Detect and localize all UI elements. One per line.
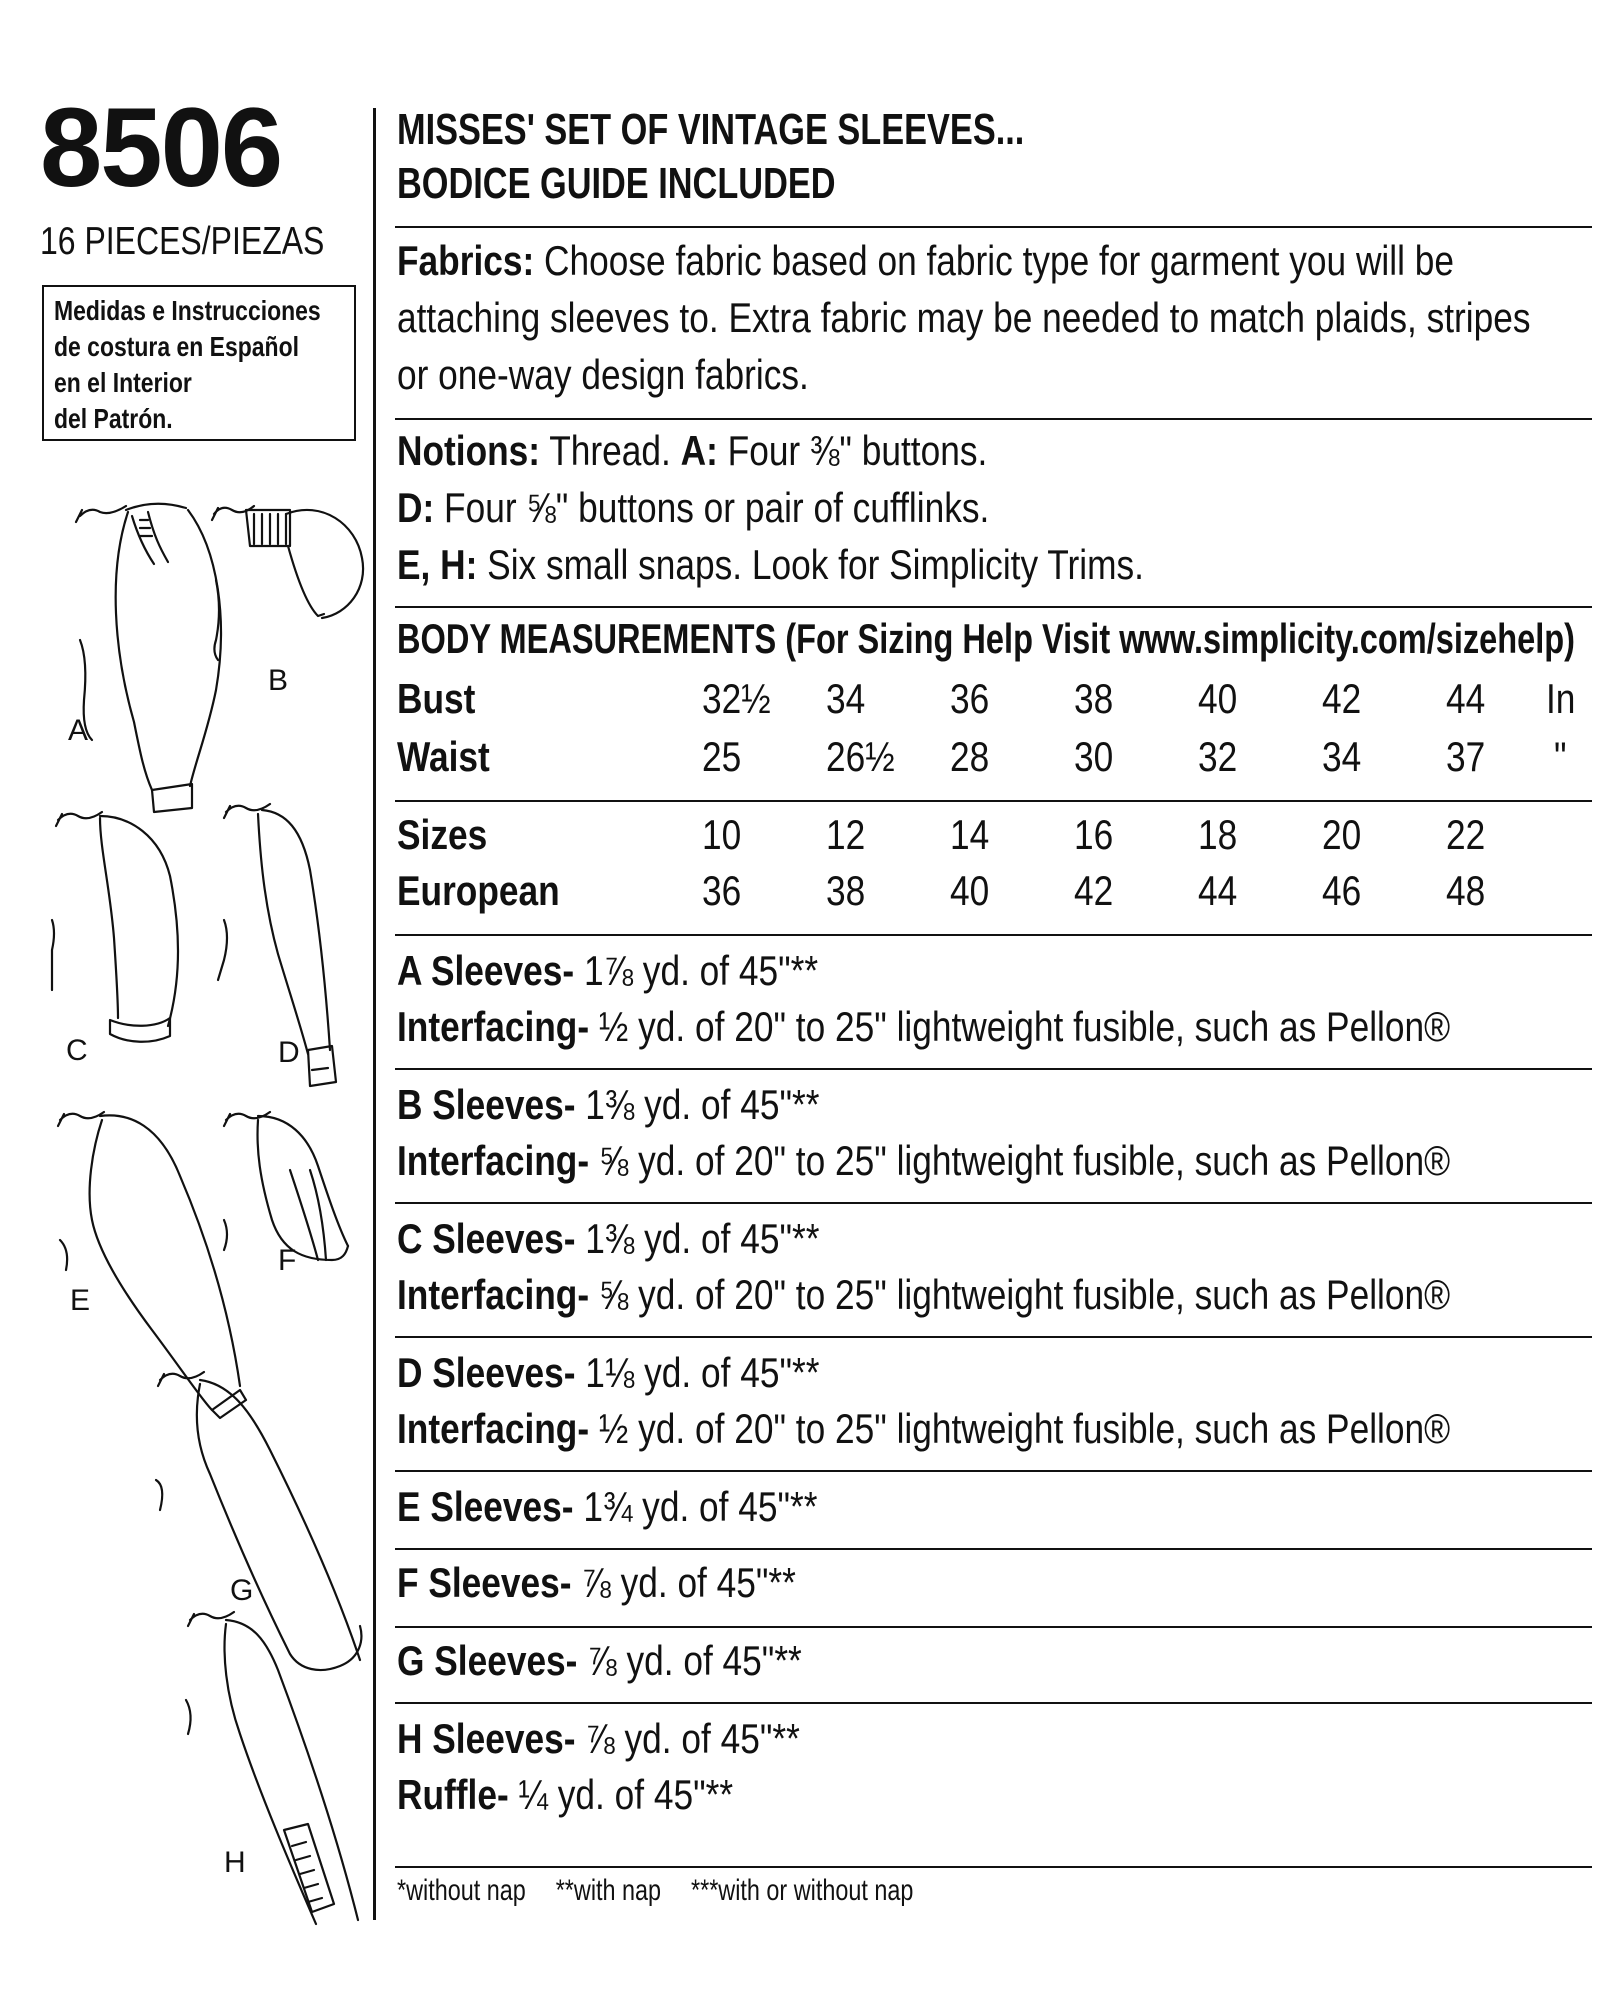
fabrics-line: attaching sleeves to. Extra fabric may be needed to match plaids, stripes	[397, 294, 1531, 341]
european-cell: 42	[1074, 867, 1114, 914]
yardage-b: B Sleeves- 1⅜ yd. of 45"**	[397, 1081, 820, 1128]
european-cell: 46	[1322, 867, 1362, 914]
bust-cell: 44	[1446, 675, 1486, 722]
waist-unit: "	[1554, 733, 1567, 780]
waist-cell: 25	[702, 733, 742, 780]
bust-cell: 34	[826, 675, 866, 722]
sketch-letter-f: F	[278, 1244, 297, 1277]
sketch-letter-a: A	[68, 714, 89, 747]
bust-label: Bust	[397, 675, 476, 722]
divider	[395, 1548, 1592, 1550]
yardage-f: F Sleeves- ⅞ yd. of 45"**	[397, 1559, 796, 1606]
bust-cell: 32½	[702, 675, 771, 722]
size-cell: 18	[1198, 811, 1238, 858]
footnote-item: ***with or without nap	[690, 1874, 914, 1907]
fabrics-line: or one-way design fabrics.	[397, 351, 809, 398]
european-cell: 40	[950, 867, 990, 914]
bust-cell: 40	[1198, 675, 1238, 722]
footnote-item: **with nap	[555, 1874, 662, 1907]
pattern-number: 8506	[40, 85, 282, 210]
waist-cell: 30	[1074, 733, 1114, 780]
yardage-h-ruffle: Ruffle- ¼ yd. of 45"**	[397, 1771, 734, 1818]
european-label: European	[397, 867, 560, 914]
yardage-d-interfacing: Interfacing- ½ yd. of 20" to 25" lightweight fusible, such as Pellon®	[397, 1405, 1451, 1452]
sketch-letter-d: D	[278, 1036, 300, 1069]
yardage-d: D Sleeves- 1⅛ yd. of 45"**	[397, 1349, 820, 1396]
waist-cell: 34	[1322, 733, 1362, 780]
yardage-c-interfacing: Interfacing- ⅝ yd. of 20" to 25" lightweight fusible, such as Pellon®	[397, 1271, 1451, 1318]
waist-label: Waist	[397, 733, 490, 780]
divider	[395, 1068, 1592, 1070]
footnote	[397, 1876, 937, 1906]
bust-unit: In	[1546, 675, 1576, 722]
european-cell: 36	[702, 867, 742, 914]
sketch-letter-g: G	[230, 1574, 254, 1607]
yardage-b-interfacing: Interfacing- ⅝ yd. of 20" to 25" lightweight fusible, such as Pellon®	[397, 1137, 1451, 1184]
yardage-c: C Sleeves- 1⅜ yd. of 45"**	[397, 1215, 820, 1262]
sleeve-sketch-a	[76, 504, 221, 812]
fabrics-line: Choose fabric based on fabric type for garment you will be	[534, 237, 1454, 284]
sleeve-sketch-e	[58, 1112, 246, 1418]
divider	[395, 800, 1592, 802]
measurements-header: BODY MEASUREMENTS (For Sizing Help Visit www.simplicity.com/sizehelp)	[397, 615, 1576, 662]
yardage-e: E Sleeves- 1¾ yd. of 45"**	[397, 1483, 818, 1530]
waist-cell: 28	[950, 733, 990, 780]
waist-cell: 26½	[826, 733, 895, 780]
size-cell: 16	[1074, 811, 1114, 858]
footnote-item: *without nap	[397, 1874, 526, 1907]
size-cell: 10	[702, 811, 742, 858]
bust-cell: 38	[1074, 675, 1114, 722]
size-cell: 14	[950, 811, 990, 858]
sketch-letter-h: H	[224, 1846, 246, 1879]
yardage-a-interfacing: Interfacing- ½ yd. of 20" to 25" lightweight fusible, such as Pellon®	[397, 1003, 1451, 1050]
european-cell: 38	[826, 867, 866, 914]
yardage-g: G Sleeves- ⅞ yd. of 45"**	[397, 1637, 802, 1684]
divider	[395, 1702, 1592, 1704]
piece-count: 16 PIECES/PIEZAS	[40, 220, 325, 263]
sleeve-sketch-d	[218, 804, 336, 1086]
yardage-h: H Sleeves- ⅞ yd. of 45"**	[397, 1715, 800, 1762]
spanish-note-line: del Patrón.	[54, 403, 173, 434]
sleeve-sketch-c	[52, 812, 178, 1042]
spanish-note-line: de costura en Español	[54, 331, 299, 362]
european-cell: 44	[1198, 867, 1238, 914]
spanish-note-line: Medidas e Instrucciones	[54, 295, 321, 326]
sketch-letter-b: B	[268, 664, 289, 697]
divider	[395, 418, 1592, 420]
divider	[395, 934, 1592, 936]
divider	[395, 1866, 1592, 1868]
bust-cell: 42	[1322, 675, 1362, 722]
divider	[395, 606, 1592, 608]
title-line-2: BODICE GUIDE INCLUDED	[397, 159, 836, 208]
fabrics-text	[397, 232, 1530, 403]
divider	[395, 1470, 1592, 1472]
yardage-a: A Sleeves- 1⅞ yd. of 45"**	[397, 947, 819, 994]
waist-cell: 37	[1446, 733, 1486, 780]
divider	[395, 1336, 1592, 1338]
sleeve-sketch-h	[186, 1612, 358, 1924]
divider	[395, 1626, 1592, 1628]
notions-label: Notions:	[397, 427, 541, 474]
sizes-label: Sizes	[397, 811, 488, 858]
size-cell: 12	[826, 811, 866, 858]
spanish-note-line: en el Interior	[54, 367, 192, 398]
sketch-letter-c: C	[66, 1034, 88, 1067]
sleeve-sketch-f	[224, 1112, 348, 1260]
european-cell: 48	[1446, 867, 1486, 914]
sleeve-sketch-g	[156, 1372, 361, 1670]
divider	[395, 1202, 1592, 1204]
waist-cell: 32	[1198, 733, 1238, 780]
spanish-note-box	[42, 285, 356, 441]
column-divider	[373, 108, 376, 1920]
size-cell: 22	[1446, 811, 1486, 858]
sleeve-sketch-b	[212, 506, 363, 660]
size-cell: 20	[1322, 811, 1362, 858]
bust-cell: 36	[950, 675, 990, 722]
title-line-1: MISSES' SET OF VINTAGE SLEEVES...	[397, 105, 1025, 154]
fabrics-label: Fabrics:	[397, 237, 535, 284]
notions-text: Notions: Thread. A: Four ⅜" buttons. D: Four ⅝" buttons or pair of cufflinks. E, H: Six small snaps. Look for Simplicity Trims.	[397, 427, 1144, 588]
divider	[395, 226, 1592, 228]
sleeve-sketches	[40, 480, 380, 1930]
sketch-letter-e: E	[70, 1284, 91, 1317]
